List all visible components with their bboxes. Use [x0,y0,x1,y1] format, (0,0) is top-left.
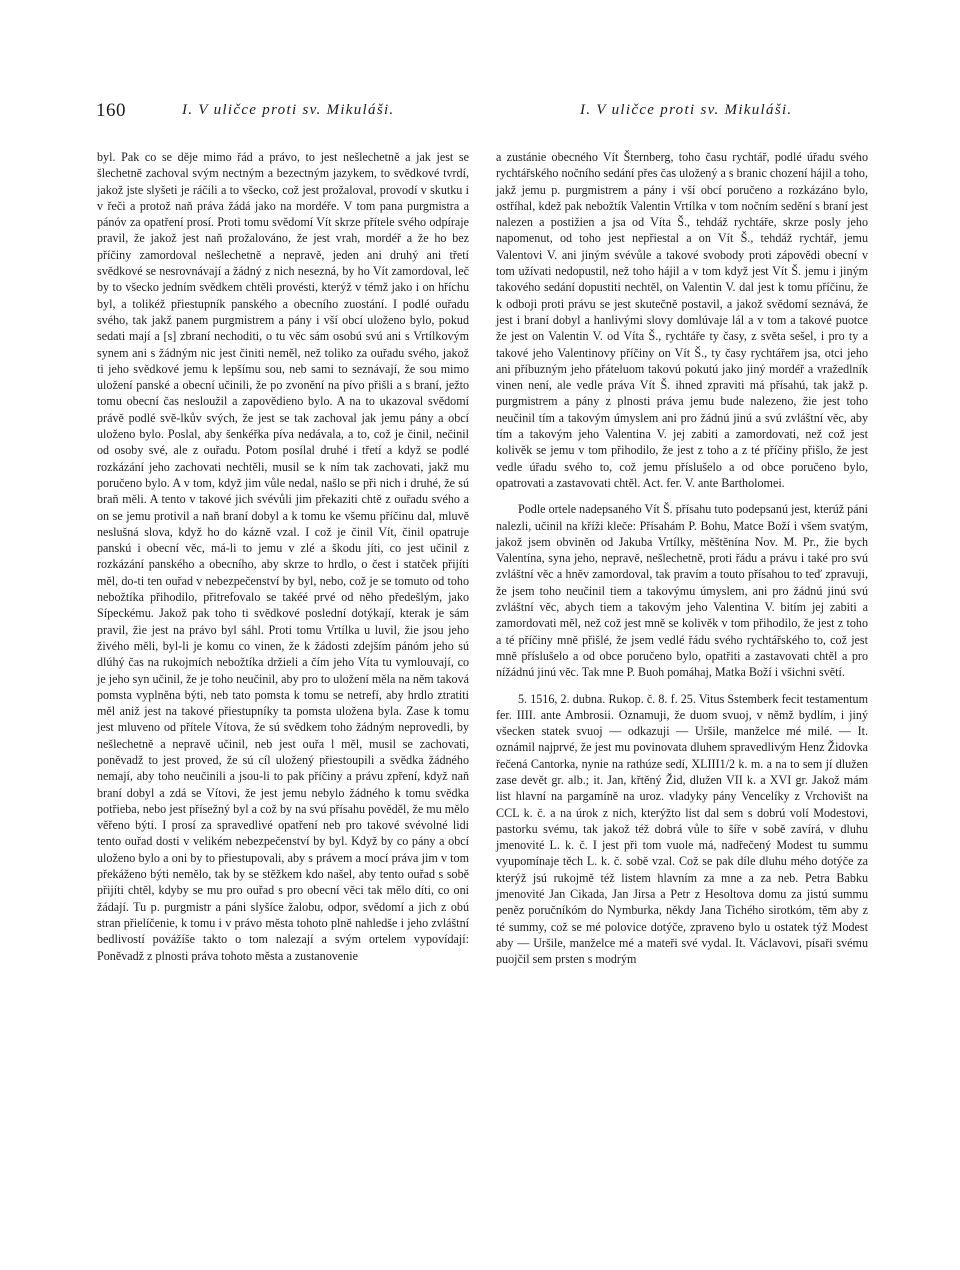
left-text-column [97,149,469,964]
right-text-column [496,149,868,968]
right-column-paragraph-testament: 5. 1516, 2. dubna. Rukop. č. 8. f. 25. Vitus Sstemberk fecit testamentum fer. IIII. ante Ambrosii. Oznamuji, že duom svuoj, v němž bydlím, i jiný všecken statek svuoj — odkazuji — Uršile, manželce mé milé. — It. oznámil najprvé, že jest mu povinovata dluhem spravedlivým Henz Židovka řečená Cantorka, nynie na rathúze sedí, XLIII1/2 k. m. a na to sem jí dlužen zase devět gr. alb.; it. Jan, křtěný Žid, dlužen VII k. a XVI gr. Jakož mám list hlavní na pargamíně na uroz. vladyky pány Vencelíky z Vrchovišt na CCL k. č. a na úrok z nich, kterýžto list dal sem s dobrú volí Modestovi, pastorku svému, tak jakož též dobrá vůle to šíře v sobě zavírá, v dluhu jmenovité L. k. č. I jest při tom vuole má, nadřečený Modest tu summu vyupomínaje těch L. k. č. sobě vzal. Což se pak díle dluhu mého dotýče za kterýž jsú rukojmě též listem hlavním za mne a za neb. Petra Babku jmenovité Jan Cikada, Jan Jirsa a Petr z Hesoltova domu za jistú summu peněz poručníkóm do Nymburka, někdy Jana Tichého sirotkóm, těm aby z té summy, což se mé polovice dotýče, zpraveno bylo u ostatek týž Modest aby — Uršile, manželce mé a mateři své vydal. It. Václavovi, písaři svému puojčil sem prsten s modrým [496,691,868,967]
left-column-paragraph: byl. Pak co se děje mimo řád a právo, to jest nešlechetně a jak jest se šlechetně zachoval svým nectným a bezectným jazykem, to svědkové tvrdí, jakož jste slyšeti je ráčili a to všecko, což jest prožaloval, provodí v skutku i v řeči a protož naň práva žádá jako na mordéře. V tom pana purgmistra a pánóv za opatření prosí. Proti tomu svědomí Vít skrze přítele svého odpíraje pravil, že jakož jest naň prožalováno, že jest vrah, mordéř a že ho bez příčiny zamordoval nešlechetně a nepravě, jeden ani druhý ani třetí svědkové se nesrovnávají a žádný z nich nesezná, by ho Vít zamordoval, leč by to všecko jedním svědkem chtěli provésti, kterýž v témž jako i on hříchu byl, a tolikéž přiestupník panského a obecního zuostání. I podlé ouřadu svého, tak jakž panem purgmistrem a pány i vší obcí uloženo bylo, pokud sedati mají a [s] zbraní nechoditi, o tu věc sám osobú svú ani s Vrtílkovým synem ani s žádným nic jest činiti neměl, než toliko za ouřadu svého, jakož ti jeho svědkové jemu k lepšímu sou, neb sami to seznávají, že sou mimo uložení panské a obecní učinili, že po zvonění na pívo přišli a s braní, ježto tomu obecní čas nesloužil a zapovědieno bylo. A na to ukazoval svědomí právě podlé svě-lkův svých, že jest se tak zachoval jak jemu pány a obcí uloženo bylo. Poslal, aby šenkéřka píva nedávala, a to, což je činil, nečinil od osoby své, ale z ouřadu. Potom posílal druhé i třetí a když se podlé rozkázání jeho zachovati nechtěli, musil se k ním tak zachovati, jakž mu poručeno bylo. A v tom, když jim vůle nedal, našlo se při nich i druhé, že sú braň měli. A tento v takové jich svévůli jim překaziti chtě z ouřadu svého a on se jemu protivil a naň braní dobyl a k tomu ke všemu příčinu dal, mluvě neslušná slova, když ho do kázně vzal. I což je činil Vít, činil opatruje panskú i obecní věc, má-li to jemu v zlé a škodu jíti, co jest učinil z rozkázání panského a obecního, aby skrze to hrdlo, o čest i statček přijíti měl, do-ti ten ouřad v nebezpečenství by byl, nebo, což je se tomuto od toho nebožtíka přihodilo, přitrefovalo se takéé prvé od něho předešlým, jako Sípeckému. Jakož pak toho ti svědkové poslední dotýkají, kterak je sám pravil, žie jest na právo byl sáhl. Proti tomu Vrtílka u luvil, žie jsou jeho živého měli, byl-li je komu co vinen, že k žádosti zdejším pánóm jeho sú dlúhý čas na rukojmích nebožtíka držieli a čím jeho Víta tu vymlouvají, co je jeho syn učinil, že je toho neučinil, aby pro to uložení měla na něm taková pomsta vyplněna býti, neb tato pomsta k tomu se netrefí, aby hrdlo ztratiti měl aniž jest na takové přiestupníky ta pomsta uložena byla. Zase k tomu jest mluveno od přítele Vítova, že sú svědkem toho žádným neprovedli, by nešlechetně a nepravě učinil, neb jest ouřa l měl, musil se zachovati, poněvadž to jest proved, že sú cíl uložený přiestoupili a svědka žádného nemají, aby toho neučinili a jsou-li to pak příčiny a právu zpření, když naň braní dobyl a zdá se Vítovi, že jest jemu nebylo žádného k tomu svědka potřieba, nebo jest přísežný byl a což by na svú přísahu pověděl, že mu mělo věřeno býti. I prosí za spravedlivé opatření neb pro takové svévolné lidi tento ouřad dosti v velikém nebezpečenství by byl. Když by co pány a obcí uloženo bylo a oni by to přiestupovali, aby s právem a mocí práva jim v tom překáženo býti nemělo, tak by se stěžkem kdo našel, aby tento ouřad s sobě přijíti chtěl, kdyby se mu pro ouřad s pro obecní věci tak mělo díti, co oni žádají. Tu p. purgmistr a páni slyšíce žalobu, odpor, svědomí a jich z obú stran přielíčenie, k tomu i v právo města tohoto plně nahledše i jeho zvláštní bedlivostí povážíše takto o tom nalezají a svým ortelem vypovídají: Poněvadž z plnosti práva tohoto města a zustanovenie [97,150,469,963]
page-number: 160 [96,100,126,121]
running-title-left: I. V uličce proti sv. Mikuláši. [182,102,395,118]
running-title-right: I. V uličce proti sv. Mikuláši. [580,102,793,118]
right-column-paragraph-oath: Podle ortele nadepsaného Vít Š. přísahu tuto podepsanú jest, kterúž páni nalezli, učinil na kříži kleče: Přísahám P. Bohu, Matce Boží i všem svatým, jakož jsem obviněn od Jakuba Vrtílky, měštěnína Nov. M. Pr., žie bych Valentína, syna jeho, nepravě, nešlechetně, proti řádu a právu i také pro svú zvláštní věc a hněv zamordoval, tak pravím a touto přísahou to teď zpravuji, že jsem toho neučinil tiem a takovýmu úmyslem, ani pro žádnú jinú svú zvláštní věc, abych tiem a takovým jeho Valentina V. bitím jej zabiti a zamordovati měl, než což jest mně se kolivěk v tom přihodilo, že jest z toho a té příčiny mně přišlé, že jsem vedlé řádu svého rychtářského to, což jest mně příslušelo a od obce poručeno bylo, opatřiti a zastavovati chtěl a pro nížádnú jinú věc. Tak mne P. Buoh pomáhaj, Matka Boží i všichni světí. [496,502,868,680]
page-header [96,100,868,124]
right-column-paragraph-verdict: a zustánie obecného Vít Šternberg, toho času rychtář, podlé úřadu svého rychtářského nočního sedání přes čas uložený a s branic chození hájil a toho, jakž jemu p. purgmistrem a pány i vší obcí poručeno a rozkázáno bylo, ostříhal, kdež pak nebožtík Valentin Vrtílka v tom nočním sedění s braní jest nalezen a postižien a jsa od Víta Š., tehdáž rychtáře, skrze posly jeho napomenut, od toho jest nepřiestal a on Vít Š., tehdáž rychtář, jemu Valentovi V. ani jiným svévůle a takové svobody proti zápovědi obecní v tom užívati nedopustil, než toho hájil a v tom když jest Vít Š. jemu i jiným takového sedání dopustiti nechtěl, on Valentin V. dal jest k tomu příčinu, že k odboji proti právu se jest skutečně postavil, a jakož svědomí seznává, že jest i braní dobyl a hanlivými slovy domlúvaje lál a v tom a takové puotce že jest on Valentin V. od Víta Š., rychtáře ty časy, z světa sešel, i pro ty a takové jeho Valentinovy příčiny on Vít Š., ty časy rychtářem jsa, otci jeho ani příbuzným jeho přáteluom takovú pokutú jako jiný mordéř a vražedlník vinen není, ale vedle práva Vít Š. ihned zpraviti má přísahú, tak jakž p. purgmistrem a pány z plnosti práva jemu bude nalezeno, žie jest toho neučinil tím a takovým úmyslem ani pro žádnú jinú a svú zvláštní věc, aby tím a takovým jeho Valentina V. jej zabiti a zamordovati, než což jest kolivěk se jemu v tom přihodilo, že jest z toho a z té příčiny přišlo, že jest vedle úřadu svého to, což jemu příslušelo a od obce poručeno bylo, opatrovati a zastavovati chtěl. Act. fer. V. ante Bartholomei. [496,150,868,490]
